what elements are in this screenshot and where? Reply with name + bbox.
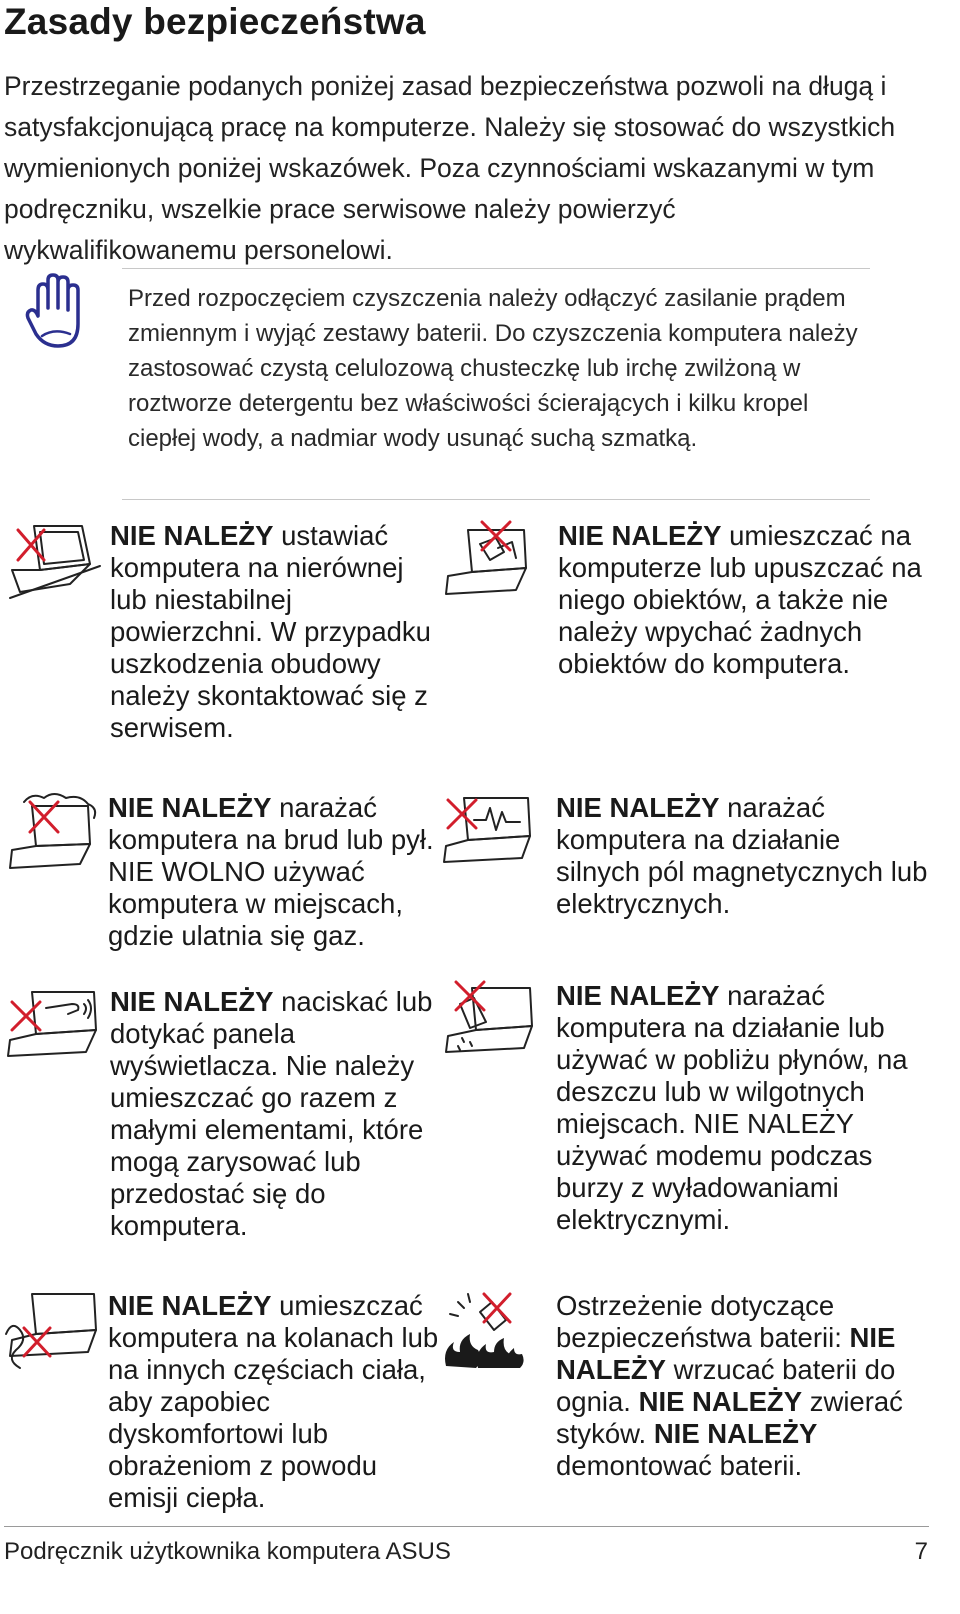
laptop-magnetic-icon [440,792,540,872]
stop-hand-icon [24,272,84,352]
warning-objects-text: NIE NALEŻY umieszczać na komputerze lub upuszczać na niego obiektów, a także nie należy wpychać żadnych obiektów do komputera. [558,520,922,679]
laptop-dust-icon [2,792,102,872]
warning-lap-text: NIE NALEŻY umieszczać komputera na kolanach lub na innych częściach ciała, aby zapobiec dyskomfortowi lub obrażeniom z powodu emisji ciepła. [108,1290,439,1513]
laptop-tilted-icon [4,520,104,600]
warning-liquids [440,980,930,1270]
warning-magnetic [440,792,930,962]
battery-fire-icon [440,1290,540,1370]
warning-uneven-surface [0,520,440,790]
warning-objects [440,520,930,720]
laptop-lap-icon [2,1290,102,1370]
laptop-liquid-icon [440,980,540,1070]
warning-lap [0,1290,440,1520]
laptop-objects-icon [440,520,540,600]
cleaning-notice [122,268,870,500]
warning-touch-text: NIE NALEŻY naciskać lub dotykać panela wyświetlacza. Nie należy umieszczać go razem z małymi elementami, które mogą zarysować lub przedostać się do komputera. [110,986,433,1241]
warning-dust [0,792,440,962]
footer-manual-title: Podręcznik użytkownika komputera ASUS [4,1538,451,1565]
intro-paragraph: Przestrzeganie podanych poniżej zasad bezpieczeństwa pozwoli na długą i satysfakcjonującą pracę na komputerze. Należy się stosować do wszystkich wymienionych poniżej wskazówek. Poza czynnościami wskazanymi w tym podręczniku, wszelkie prace serwisowe należy powierzyć wykwalifikowanemu personelowi. [4,71,896,265]
warning-magnetic-text: NIE NALEŻY narażać komputera na działanie silnych pól magnetycznych lub elektrycznych. [556,792,928,919]
notice-text: Przed rozpoczęciem czyszczenia należy odłączyć zasilanie prądem zmiennym i wyjąć zestawy baterii. Do czyszczenia komputera należy zastosować czystą celulozową chusteczkę lub irchę zwilżoną w roztworze detergentu bez właściwości ścierających i kilku kropel ciepłej wody, a nadmiar wody usunąć suchą szmatką. [128,285,858,452]
warning-liquids-text: NIE NALEŻY narażać komputera na działanie lub używać w pobliżu płynów, na deszczu lub w wilgotnych miejscach. NIE NALEŻY używać modemu podczas burzy z wyładowaniami elektrycznymi. [556,980,908,1235]
page-number: 7 [914,1538,928,1565]
warning-uneven-text: NIE NALEŻY ustawiać komputera na nierównej lub niestabilnej powierzchni. W przypadku uszkodzenia obudowy należy skontaktować się z serwisem. [110,520,431,743]
warning-dust-text: NIE NALEŻY narażać komputera na brud lub pył. NIE WOLNO używać komputera w miejscach, gdzie ulatnia się gaz. [108,792,434,951]
warning-battery [440,1290,930,1520]
page-title: Zasady bezpieczeństwa [4,1,426,42]
warning-touch-screen [0,986,440,1246]
warning-battery-text: Ostrzeżenie dotyczące bezpieczeństwa baterii: NIE NALEŻY wrzucać baterii do ognia. NIE NALEŻY zwierać styków. NIE NALEŻY demontować baterii. [556,1290,903,1481]
footer-rule [4,1526,929,1527]
laptop-touch-icon [2,986,102,1066]
